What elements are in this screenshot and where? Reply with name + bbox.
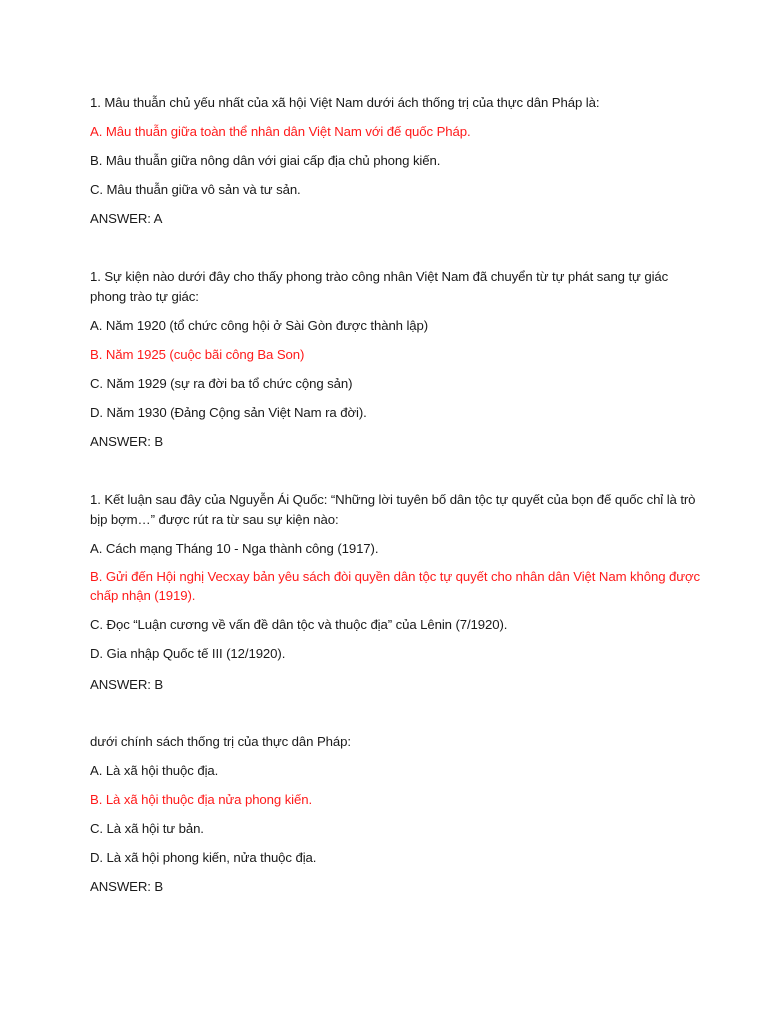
question-2-text-line-1: 1. Sự kiện nào dưới đây cho thấy phong trào công nhân Việt Nam đã chuyển từ tự phát sang tự giác [90, 269, 669, 284]
question-1-text: 1. Mâu thuẫn chủ yếu nhất của xã hội Việt Nam dưới ách thống trị của thực dân Pháp là: [90, 95, 600, 110]
question-4-option-d: D. Là xã hội phong kiến, nửa thuộc địa. [90, 850, 317, 865]
question-4-option-c: C. Là xã hội tư bản. [90, 821, 204, 836]
question-3-option-b-continued: chấp nhận (1919). [90, 588, 196, 603]
question-1-option-a: A. Mâu thuẫn giữa toàn thể nhân dân Việt Nam với đế quốc Pháp. [90, 124, 471, 139]
question-1-answer: ANSWER: A [90, 211, 163, 226]
question-4-option-a: A. Là xã hội thuộc địa. [90, 763, 219, 778]
question-3-text-line-2: bịp bợm…” được rút ra từ sau sự kiện nào: [90, 512, 339, 527]
question-1-option-c: C. Mâu thuẫn giữa vô sản và tư sản. [90, 182, 301, 197]
question-3-option-d: D. Gia nhập Quốc tế III (12/1920). [90, 646, 286, 661]
question-4-option-b: B. Là xã hội thuộc địa nửa phong kiến. [90, 792, 313, 807]
question-3-answer: ANSWER: B [90, 677, 164, 692]
question-2-text-line-2: phong trào tự giác: [90, 289, 199, 304]
question-4-answer: ANSWER: B [90, 879, 164, 894]
question-4-text: dưới chính sách thống trị của thực dân Pháp: [90, 734, 351, 749]
question-2-option-c: C. Năm 1929 (sự ra đời ba tổ chức cộng sản) [90, 376, 353, 391]
question-2-option-a: A. Năm 1920 (tổ chức công hội ở Sài Gòn được thành lập) [90, 318, 429, 333]
question-3-option-a: A. Cách mạng Tháng 10 - Nga thành công (1917). [90, 541, 379, 556]
question-1-option-b: B. Mâu thuẫn giữa nông dân với giai cấp địa chủ phong kiến. [90, 153, 441, 168]
question-3-text-line-1: 1. Kết luận sau đây của Nguyễn Ái Quốc: “Những lời tuyên bố dân tộc tự quyết của bọn đế quốc chỉ là trò [90, 492, 696, 507]
question-3-option-c: C. Đọc “Luận cương về vấn đề dân tộc và thuộc địa” của Lênin (7/1920). [90, 617, 508, 632]
question-2-option-d: D. Năm 1930 (Đảng Cộng sản Việt Nam ra đời). [90, 405, 367, 420]
question-2-answer: ANSWER: B [90, 434, 164, 449]
question-3-option-b: B. Gửi đến Hội nghị Vecxay bản yêu sách đòi quyền dân tộc tự quyết cho nhân dân Việt Nam không được [90, 569, 701, 584]
question-2-option-b: B. Năm 1925 (cuộc bãi công Ba Son) [90, 347, 305, 362]
